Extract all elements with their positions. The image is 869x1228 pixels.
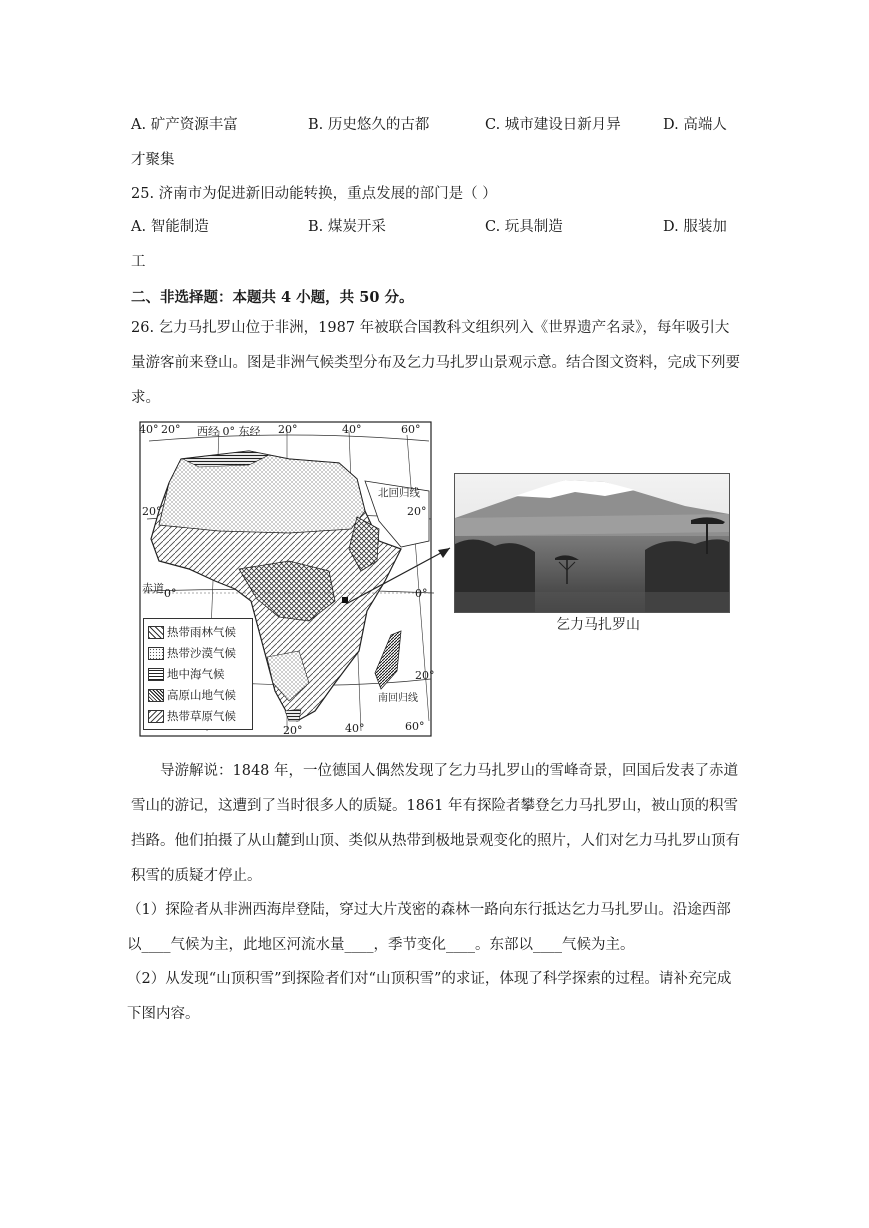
bottom-lon-40e-label: 40° — [345, 722, 365, 735]
kilimanjaro-photo-svg — [455, 474, 729, 612]
section-heading: 二、非选择题：本题共 4 小题，共 50 分。 — [131, 289, 414, 306]
q25-option-b: B. 煤炭开采 — [308, 219, 386, 235]
lon-20e-label: 20° — [278, 423, 298, 436]
lon-40e-label: 40° — [342, 423, 362, 436]
tropic-cancer-label: 北回归线 — [378, 487, 420, 499]
q24-option-d: D. 高端人 — [663, 117, 727, 133]
lat-20s-right-label: 20° — [415, 669, 435, 682]
lon-20w-label: 20° — [161, 423, 181, 436]
q25-option-c: C. 玩具制造 — [485, 219, 563, 235]
lon-40w-label: 40° — [139, 423, 159, 436]
lat-0-right-label: 0° — [415, 587, 428, 600]
legend-item-highland: 高原山地气候 — [148, 687, 236, 703]
bottom-lon-60e-label: 60° — [405, 720, 425, 733]
equator-label: 赤道 — [142, 582, 164, 595]
q25-option-a: A. 智能制造 — [131, 219, 209, 235]
q26-subquestion-1: （1）探险者从非洲西海岸登陆，穿过大片茂密的森林一路向东行抵达乞力马扎罗山。沿途西部以____气候为主，此地区河流水量____，季节变化____。东部以____气候为主。 — [127, 902, 731, 953]
q24-option-a: A. 矿产资源丰富 — [131, 117, 238, 133]
legend-item-rainforest: 热带雨林气候 — [148, 624, 236, 640]
prime-meridian-label: 西经 0° 东经 — [197, 425, 261, 438]
savanna-swatch — [148, 710, 164, 723]
lat-0-left-label: 0° — [164, 587, 177, 600]
q25-stem: 25. 济南市为促进新旧动能转换，重点发展的部门是（ ） — [131, 186, 497, 202]
kilimanjaro-photo — [454, 473, 730, 613]
legend-item-desert: 热带沙漠气候 — [148, 645, 236, 661]
legend-item-mediterranean: 地中海气候 — [148, 666, 225, 682]
bottom-lon-20e-label: 20° — [283, 724, 303, 737]
q26-subquestion-2: （2）从发现“山顶积雪”到探险者们对“山顶积雪”的求证，体现了科学探索的过程。请补充完成下图内容。 — [127, 971, 732, 1022]
mediterranean-swatch — [148, 668, 164, 681]
q24-option-d-continued: 才聚集 — [131, 152, 175, 168]
pointer-arrow — [340, 540, 460, 612]
legend-item-savanna: 热带草原气候 — [148, 708, 236, 724]
lat-20n-left-label: 20° — [142, 505, 162, 518]
rainforest-swatch — [148, 626, 164, 639]
q24-option-c: C. 城市建设日新月异 — [485, 117, 621, 133]
q26-guide-text: 导游解说：1848 年，一位德国人偶然发现了乞力马扎罗山的雪峰奇景，回国后发表了赤道雪山的游记，这遭到了当时很多人的质疑。1861 年有探险者攀登乞力马扎罗山，被山顶的积雪挡路。他们拍摄了从山麓到山顶、类似从热带到极地景观变化的照片，人们对乞力马扎罗山顶有积雪的质疑才停止。 — [131, 763, 740, 884]
highland-swatch — [148, 689, 164, 702]
lon-60e-label: 60° — [401, 423, 421, 436]
q25-option-d: D. 服装加 — [663, 219, 727, 235]
photo-caption: 乞力马扎罗山 — [556, 617, 640, 633]
q26-intro: 26. 乞力马扎罗山位于非洲，1987 年被联合国教科文组织列入《世界遗产名录》，每年吸引大量游客前来登山。图是非洲气候类型分布及乞力马扎罗山景观示意。结合图文资料，完成下列要求。 — [131, 320, 740, 406]
tropic-capricorn-label: 南回归线 — [378, 693, 418, 704]
q24-option-b: B. 历史悠久的古都 — [308, 117, 430, 133]
desert-swatch — [148, 647, 164, 660]
q25-option-d-continued: 工 — [131, 254, 146, 270]
lat-20n-right-label: 20° — [407, 505, 427, 518]
climate-legend — [143, 618, 253, 730]
